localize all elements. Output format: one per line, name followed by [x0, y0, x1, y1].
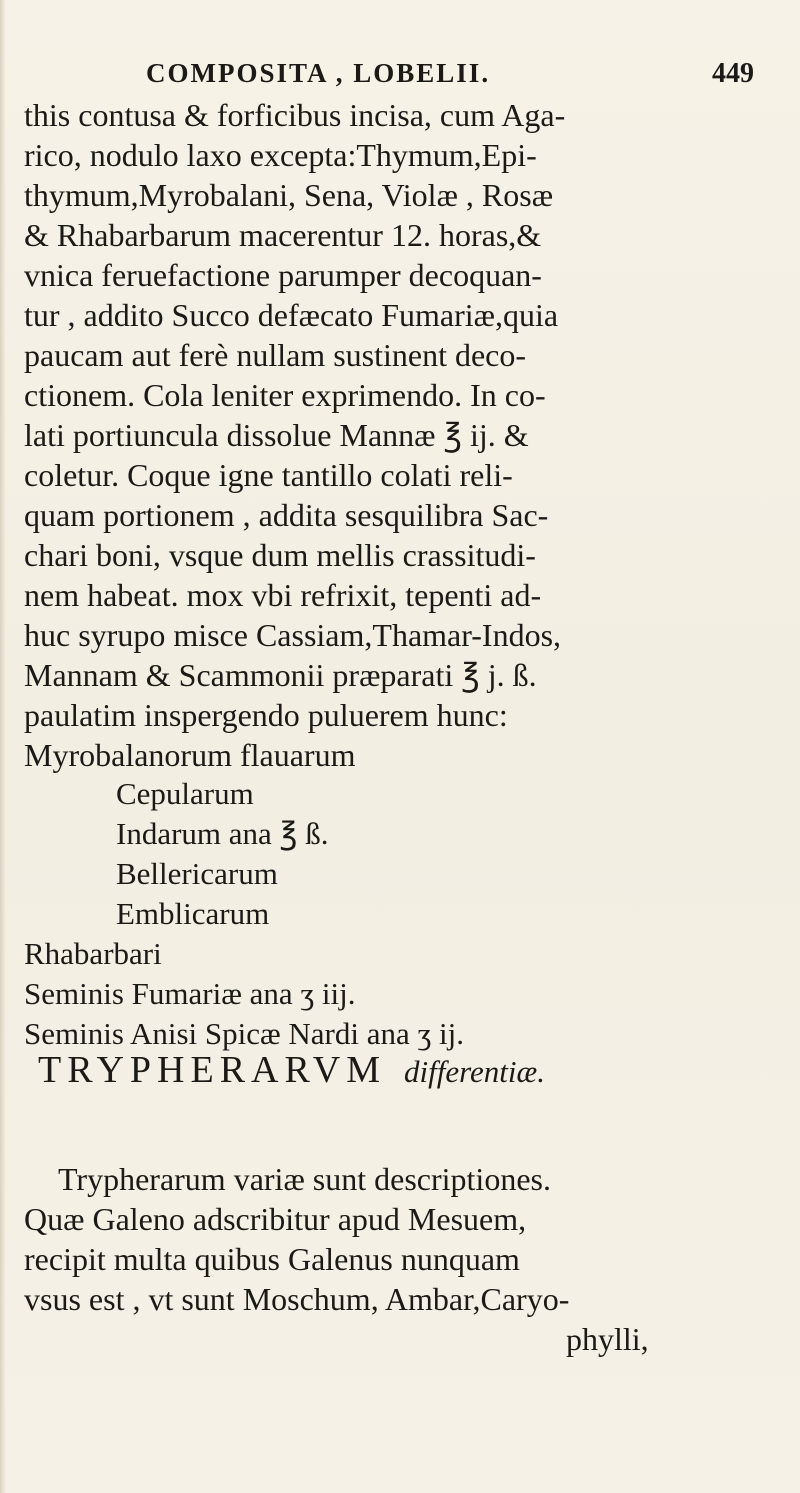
ingredient-line: Rhabarbari: [24, 936, 162, 971]
ingredient-line: Bellericarum: [116, 856, 278, 891]
text-line: thymum,Myrobalani, Sena, Violæ , Rosæ: [24, 177, 554, 213]
section-heading: [38, 1048, 545, 1092]
text-line: Trypherarum variæ sunt descriptiones.: [58, 1161, 551, 1197]
text-line: nem habeat. mox vbi refrixit, tepenti ad-: [24, 577, 542, 613]
running-head: [0, 58, 800, 94]
text-line: Mannam & Scammonii præparati ℥ j. ß.: [24, 657, 537, 693]
page-gutter-shadow: [0, 0, 6, 1493]
ingredient-line: Seminis Anisi Spicæ Nardi ana ʒ ij.: [24, 1016, 464, 1051]
section-heading-italic: differentiæ.: [404, 1054, 545, 1089]
text-line: rico, nodulo laxo excepta:Thymum,Epi-: [24, 137, 537, 173]
ingredient-line: Emblicarum: [116, 896, 270, 931]
section-heading-caps: TRYPHERARVM: [38, 1049, 387, 1091]
text-line: paucam aut ferè nullam sustinent deco-: [24, 337, 527, 373]
text-line: coletur. Coque igne tantillo colati reli-: [24, 457, 513, 493]
text-line: Myrobalanorum flauarum: [24, 737, 356, 773]
text-line: paulatim inspergendo puluerem hunc:: [24, 697, 508, 733]
text-line: vnica feruefactione parumper decoquan-: [24, 257, 542, 293]
text-line: vsus est , vt sunt Moschum, Ambar,Caryo-: [24, 1281, 570, 1317]
text-line: phylli,: [566, 1321, 649, 1357]
page-number: 449: [712, 58, 754, 89]
ingredient-line: Seminis Fumariæ ana ʒ iij.: [24, 976, 356, 1011]
text-line: ctionem. Cola leniter exprimendo. In co-: [24, 377, 546, 413]
text-line: Quæ Galeno adscribitur apud Mesuem,: [24, 1201, 527, 1237]
text-line: chari boni, vsque dum mellis crassitudi-: [24, 537, 536, 573]
ingredient-line: Cepularum: [116, 776, 254, 811]
text-line: tur , addito Succo defæcato Fumariæ,quia: [24, 297, 559, 333]
text-line: lati portiuncula dissolue Mannæ ℥ ij. &: [24, 417, 529, 453]
text-line: recipit multa quibus Galenus nunquam: [24, 1241, 520, 1277]
text-line: this contusa & forficibus incisa, cum Aga-: [24, 97, 566, 133]
text-line: quam portionem , addita sesquilibra Sac-: [24, 497, 549, 533]
ingredient-line: Indarum ana ℥ ß.: [116, 816, 329, 851]
text-line: & Rhabarbarum macerentur 12. horas,&: [24, 217, 542, 253]
text-line: huc syrupo misce Cassiam,Thamar-Indos,: [24, 617, 562, 653]
running-title: COMPOSITA , LOBELII.: [146, 58, 491, 88]
